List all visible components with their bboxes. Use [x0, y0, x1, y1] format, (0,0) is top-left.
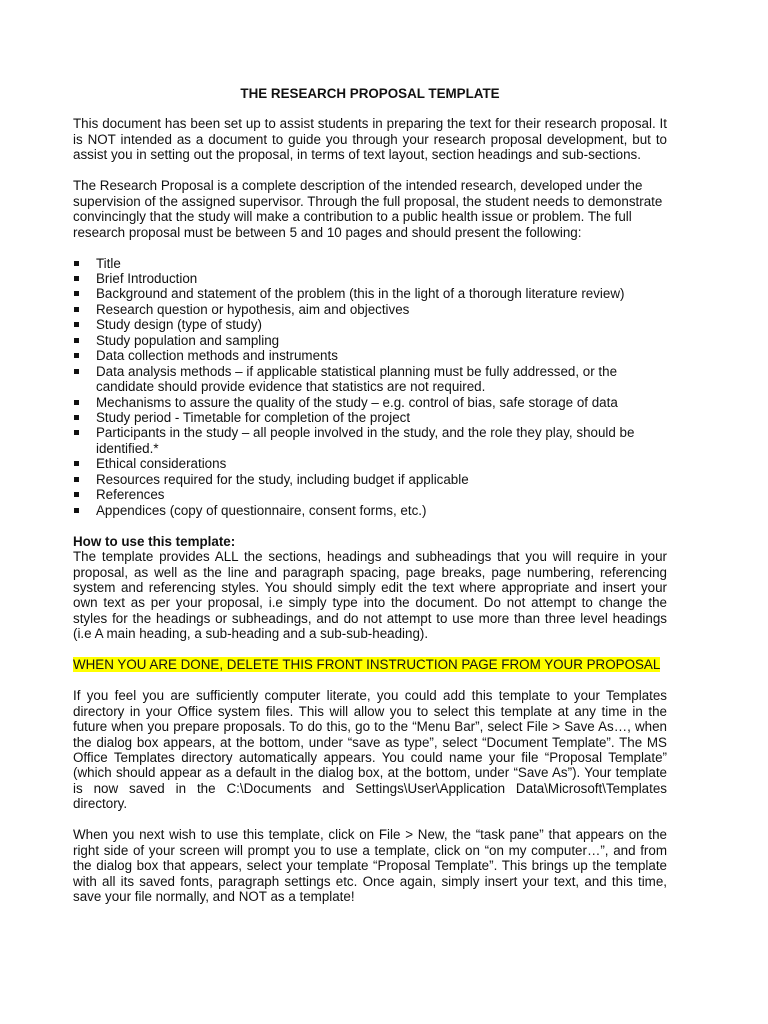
list-item-text: Study design (type of study) — [96, 317, 262, 333]
list-item-text: Study period - Timetable for completion of the project — [96, 410, 411, 426]
spacer — [73, 673, 667, 688]
spacer — [73, 642, 667, 657]
highlighted-text: WHEN YOU ARE DONE, DELETE THIS FRONT INSTRUCTION PAGE FROM YOUR PROPOSAL — [73, 657, 661, 673]
bullet-icon — [74, 477, 79, 482]
intro-paragraph: This document has been set up to assist students in preparing the text for their research proposal. It is NOT intended as a document to guide you through your research proposal development, but to assist you in setting out the proposal, in terms of text layout, section headings and sub-sections. — [73, 116, 667, 163]
bullet-icon — [74, 492, 79, 497]
list-item — [73, 286, 667, 301]
list-item — [73, 333, 667, 348]
list-item-text: Research question or hypothesis, aim and objectives — [96, 301, 410, 317]
description-paragraph: The Research Proposal is a complete description of the intended research, developed under the supervision of the assigned supervisor. Through the full proposal, the student needs to demonstrate convincingly that the study will make a contribution to a public health issue or problem. The full research proposal must be between 5 and 10 pages and should present the following: — [73, 178, 663, 240]
spacer — [73, 518, 667, 533]
list-item — [73, 456, 667, 471]
list-item — [73, 425, 667, 456]
bullet-icon — [74, 353, 79, 358]
list-item — [73, 256, 667, 271]
spacer — [73, 812, 667, 827]
how-to-paragraph: The template provides ALL the sections, headings and subheadings that you will require in your proposal, as well as the line and paragraph spacing, page breaks, page numbering, referencing system and referencing styles. You should simply edit the text where appropriate and insert your own text as per your proposal, i.e simply type into the document. Do not attempt to change the styles for the headings or subheadings, and do not attempt to use more than three level headings (i.e A main heading, a sub-heading and a sub-sub-heading). — [73, 549, 667, 642]
bullet-icon — [74, 430, 79, 435]
list-item — [73, 472, 667, 487]
bullet-icon — [74, 338, 79, 343]
document-page — [73, 86, 667, 904]
list-item-text: Study population and sampling — [96, 332, 280, 348]
bullet-icon — [74, 369, 79, 374]
templates-paragraph: If you feel you are sufficiently computer literate, you could add this template to your Templates directory in your Office system files. This will allow you to select this template at any time in the future when you prepare proposals. To do this, go to the “Menu Bar”, select File > Save As…, when the dialog box appears, at the bottom, under “save as type”, select “Document Template”. The MS Office Templates directory automatically appears. You could name your file “Proposal Template” (which should appear as a default in the dialog box, at the bottom, under “Save As”). Your template is now saved in the C:\Documents and Settings\User\Application Data\Microsoft\Templates directory. — [73, 688, 667, 812]
bullet-icon — [74, 291, 79, 296]
list-item — [73, 348, 667, 363]
list-item-text: References — [96, 487, 165, 503]
list-item — [73, 503, 667, 518]
list-item-text: Data collection methods and instruments — [96, 348, 338, 364]
list-item-text: Brief Introduction — [96, 270, 198, 286]
bullet-icon — [74, 508, 79, 513]
delete-instruction-notice — [73, 657, 667, 672]
list-item-text: Data analysis methods – if applicable statistical planning must be fully addressed, or the candidate should provide evidence that statistics are not required. — [96, 363, 618, 395]
document-title: THE RESEARCH PROPOSAL TEMPLATE — [240, 86, 500, 101]
spacer — [73, 163, 667, 178]
list-item — [73, 302, 667, 317]
list-item — [73, 317, 667, 332]
how-to-heading: How to use this template: — [73, 533, 236, 549]
list-item-text: Appendices (copy of questionnaire, consent forms, etc.) — [96, 502, 427, 518]
list-item — [73, 395, 667, 410]
bullet-icon — [74, 400, 79, 405]
bullet-icon — [74, 261, 79, 266]
bullet-icon — [74, 322, 79, 327]
list-item — [73, 487, 667, 502]
next-use-paragraph: When you next wish to use this template, click on File > New, the “task pane” that appears on the right side of your screen will prompt you to use a template, click on “on my computer…”, and from the dialog box that appears, select your template “Proposal Template”. This brings up the template with all its saved fonts, paragraph settings etc. Once again, simply insert your text, and this time, save your file normally, and NOT as a template! — [73, 827, 667, 905]
bullet-icon — [74, 276, 79, 281]
list-item — [73, 410, 667, 425]
list-item-text: Participants in the study – all people involved in the study, and the role they play, should be identified.* — [96, 425, 635, 456]
proposal-contents-list — [73, 256, 667, 519]
list-item-text: Resources required for the study, including budget if applicable — [96, 471, 469, 487]
bullet-icon — [74, 461, 79, 466]
list-item — [73, 364, 667, 395]
bullet-icon — [74, 415, 79, 420]
spacer — [73, 240, 667, 255]
list-item-text: Title — [96, 255, 121, 271]
list-item-text: Background and statement of the problem (this in the light of a thorough literature review) — [96, 286, 625, 302]
list-item-text: Mechanisms to assure the quality of the study – e.g. control of bias, safe storage of data — [96, 394, 618, 410]
bullet-icon — [74, 307, 79, 312]
list-item — [73, 271, 667, 286]
list-item-text: Ethical considerations — [96, 456, 227, 472]
